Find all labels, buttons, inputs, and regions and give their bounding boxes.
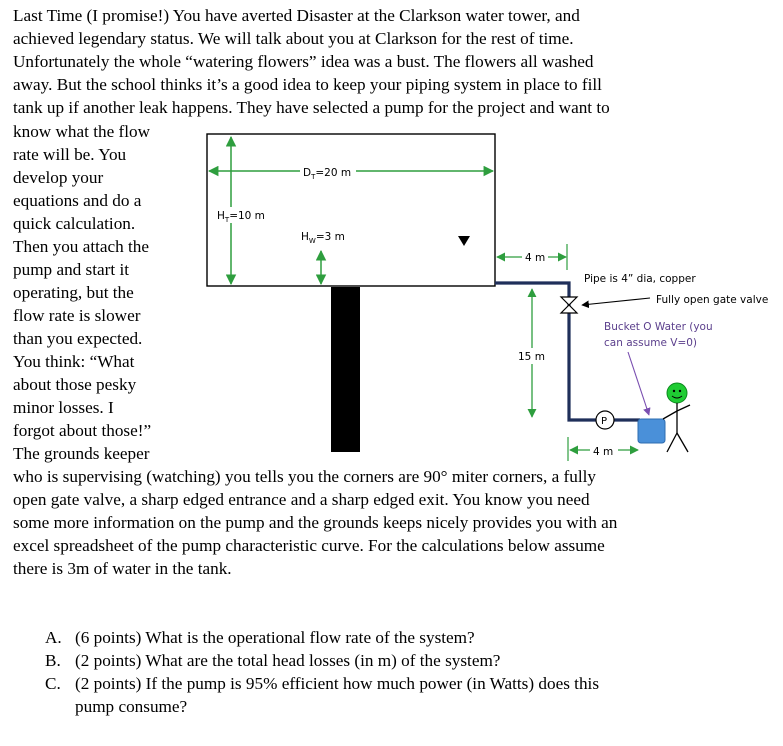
text-line: than you expected. xyxy=(13,329,143,348)
text-line: equations and do a xyxy=(13,191,142,210)
text-line: achieved legendary status. We will talk about you at Clarkson for the rest of time. xyxy=(13,29,574,48)
tank-support-column xyxy=(331,287,360,452)
tank-height-label: $H_T=10$ m xyxy=(217,210,265,224)
text-line: operating, but the xyxy=(13,283,134,302)
text-line: minor losses. I xyxy=(13,398,114,417)
grounds-keeper-figure xyxy=(663,383,690,452)
text-line: away. But the school thinks it’s a good idea to keep your piping system in place to fill xyxy=(13,75,602,94)
text-line: develop your xyxy=(13,168,104,187)
question-text: (6 points) What is the operational flow rate of the system? xyxy=(75,628,475,647)
water-height-label: $H_W=3$ m xyxy=(301,231,345,245)
tank-diameter-label: $D_T=20$ m xyxy=(303,167,352,181)
question-letter: C. xyxy=(45,674,61,693)
text-line: flow rate is slower xyxy=(13,306,141,325)
text-line: some more information on the pump and the grounds keeps nicely provides you with an xyxy=(13,513,618,532)
text-line: open gate valve, a sharp edged entrance and a sharp edged exit. You know you need xyxy=(13,490,590,509)
pump-symbol-label: P xyxy=(601,416,608,427)
bucket-pointer-arrow xyxy=(628,352,649,415)
text-line: who is supervising (watching) you tells you the corners are 90° miter corners, a fully xyxy=(13,467,596,486)
text-line: rate will be. You xyxy=(13,145,127,164)
question-letter: B. xyxy=(45,651,61,670)
text-line: there is 3m of water in the tank. xyxy=(13,559,232,578)
height-15m-label: 15 m xyxy=(518,351,545,363)
text-line: Then you attach the xyxy=(13,237,150,256)
top-offset-label: 4 m xyxy=(525,252,546,264)
valve-annotation: Fully open gate valve xyxy=(656,294,769,306)
text-line: about those pesky xyxy=(13,375,137,394)
text-line: forgot about those!” xyxy=(13,421,152,440)
question-text: (2 points) If the pump is 95% efficient how much power (in Watts) does this xyxy=(75,674,600,693)
text-line: quick calculation. xyxy=(13,214,136,233)
text-line: know what the flow xyxy=(13,122,150,141)
question-letter: A. xyxy=(45,628,62,647)
text-line: pump and start it xyxy=(13,260,129,279)
text-line: excel spreadsheet of the pump characteristic curve. For the calculations below assume xyxy=(13,536,605,555)
gate-valve xyxy=(561,297,577,313)
text-line: Unfortunately the whole “watering flowers” idea was a bust. The flowers all washed xyxy=(13,52,594,71)
bucket-annotation-line-2: can assume V=0) xyxy=(604,337,698,349)
question-text: pump consume? xyxy=(75,697,188,716)
bucket-annotation-line-1: Bucket O Water (you xyxy=(604,321,713,333)
text-line: Last Time (I promise!) You have averted Disaster at the Clarkson water tower, and xyxy=(13,6,580,25)
bottom-offset-label: 4 m xyxy=(593,446,614,458)
text-line: The grounds keeper xyxy=(13,444,150,463)
pipe-annotation: Pipe is 4” dia, copper xyxy=(584,273,696,285)
valve-pointer-arrow xyxy=(582,298,650,305)
text-line: You think: “What xyxy=(13,352,135,371)
water-bucket xyxy=(638,419,665,443)
text-line: tank up if another leak happens. They have selected a pump for the project and want to xyxy=(13,98,610,117)
question-text: (2 points) What are the total head losses (in m) of the system? xyxy=(75,651,501,670)
